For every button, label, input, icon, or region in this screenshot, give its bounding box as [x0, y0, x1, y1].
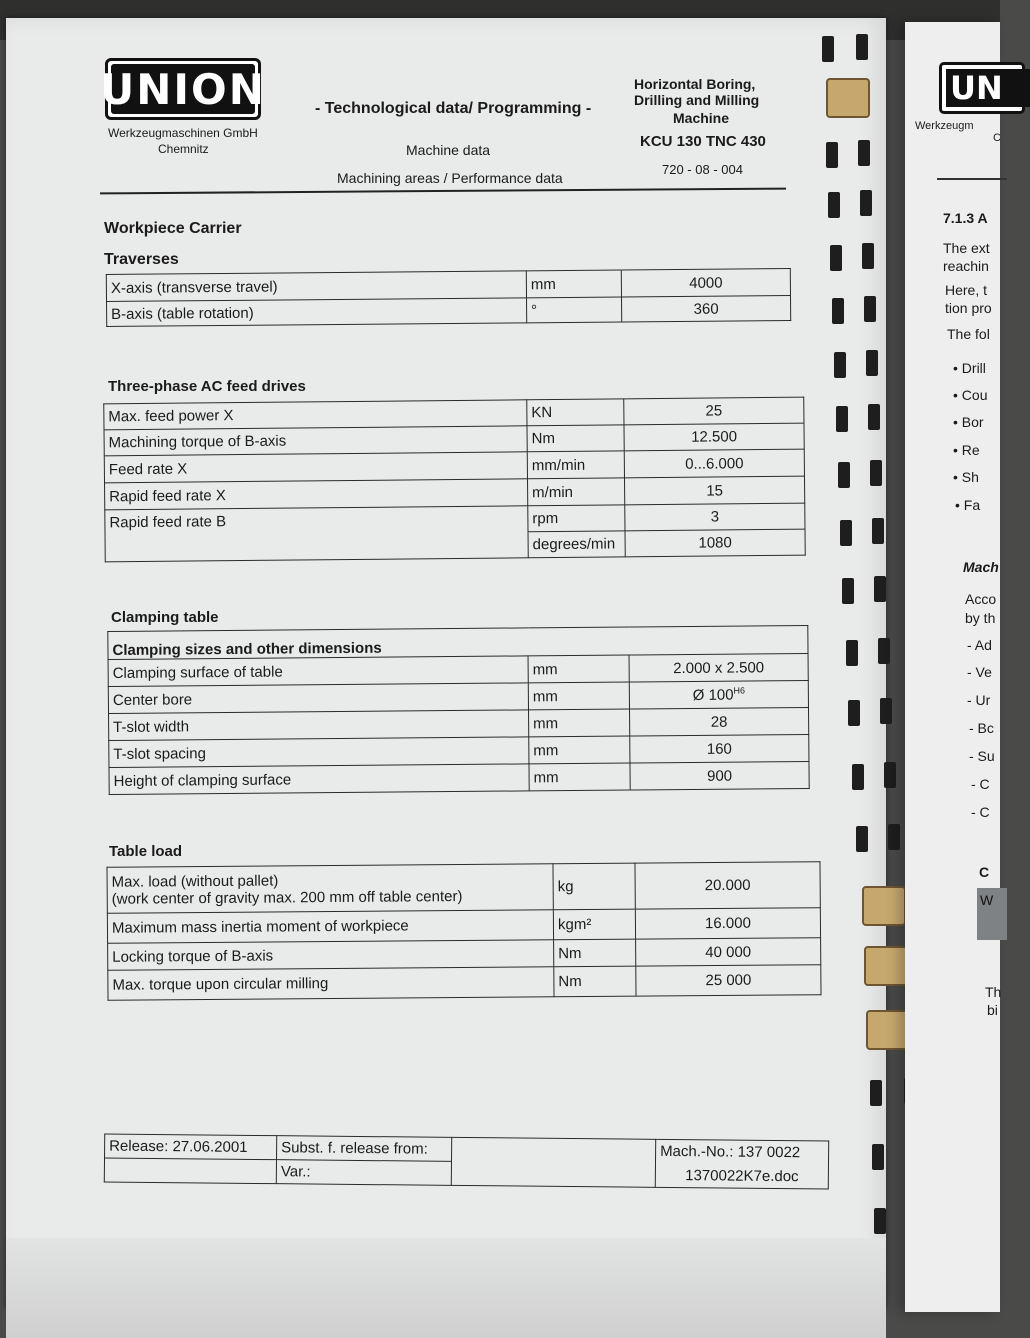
binding-ring: [858, 140, 870, 166]
next-page-line: • Fa: [955, 497, 981, 513]
binding-ring: [830, 245, 842, 271]
row-label: Height of clamping surface: [109, 764, 529, 795]
row-unit: KN: [527, 399, 624, 426]
subst-release: Subst. f. release from:: [277, 1136, 452, 1162]
row-label: Machining torque of B-axis: [104, 426, 527, 456]
row-label: [107, 864, 553, 914]
row-value: 4000: [621, 269, 790, 297]
binding-ring: [862, 243, 874, 269]
machine-type-line1: Horizontal Boring,: [634, 76, 756, 92]
row-value: 0...6.000: [624, 449, 804, 478]
binding-ring: [868, 404, 880, 430]
next-page-line: tion pro: [945, 300, 992, 316]
binding-ring: [852, 764, 864, 790]
row-unit: Nm: [527, 425, 624, 452]
binding-clip: [862, 886, 906, 926]
binding-ring: [836, 406, 848, 432]
binding-ring: [866, 350, 878, 376]
page-stack-edge: [6, 1238, 886, 1338]
binding-ring: [870, 1080, 882, 1106]
row-label-line1: Max. load (without pallet): [111, 871, 279, 891]
row-unit: °: [527, 297, 622, 323]
variant: Var.:: [276, 1160, 451, 1186]
binding-ring: [828, 192, 840, 218]
row-label: Max. feed power X: [104, 400, 527, 430]
row-unit: Nm: [554, 966, 636, 997]
next-page-line: - C: [971, 776, 990, 792]
binding-clip: [826, 78, 870, 118]
row-unit: rpm: [528, 505, 625, 532]
release-date: Release: 27.06.2001: [105, 1134, 277, 1160]
binding-ring: [874, 1208, 886, 1234]
center-bore-value: Ø 100: [692, 686, 734, 704]
binding-ring: [842, 578, 854, 604]
row-value: 25: [624, 397, 804, 425]
next-page: [905, 22, 1003, 1312]
row-value: 360: [622, 296, 791, 322]
machine-number: Mach.-No.: 137 0022: [655, 1139, 828, 1165]
footer-blank-cell: [104, 1158, 276, 1184]
binding-ring: [838, 462, 850, 488]
next-page-line: Acco: [965, 591, 997, 607]
machine-type-line3: Machine: [673, 110, 730, 126]
binding-ring: [864, 296, 876, 322]
row-label: X-axis (transverse travel): [106, 271, 526, 302]
next-page-line: reachin: [943, 258, 989, 274]
file-name: 1370022K7e.doc: [655, 1163, 828, 1189]
next-page-company: Werkzeugm: [915, 120, 974, 132]
binding-ring: [856, 826, 868, 852]
binding-ring: [870, 460, 882, 486]
row-label: Center bore: [108, 683, 528, 714]
workpiece-carrier-heading: Workpiece Carrier: [104, 220, 242, 237]
table-row: [109, 761, 809, 794]
row-value: 2.000 x 2.500: [629, 653, 808, 682]
row-label: Locking torque of B-axis: [108, 940, 554, 971]
row-label: Maximum mass inertia moment of workpiece: [107, 910, 553, 944]
row-label: Clamping surface of table: [108, 656, 528, 687]
row-unit: kg: [553, 863, 635, 910]
feed-drives-heading: Three-phase AC feed drives: [108, 378, 306, 395]
doc-title: - Technological data/ Programming -: [315, 100, 592, 117]
clamping-subheading: Clamping sizes and other dimensions: [108, 625, 808, 659]
binding-ring: [832, 298, 844, 324]
next-page-line: The ext: [943, 240, 990, 256]
row-label: B-axis (table rotation): [107, 298, 527, 327]
footer-table: [104, 1134, 829, 1190]
row-unit: mm: [528, 655, 629, 683]
row-value: 3: [625, 503, 805, 531]
binding-ring: [834, 352, 846, 378]
binding-clip: [866, 1010, 910, 1050]
row-unit: degrees/min: [528, 531, 625, 558]
row-unit: mm: [529, 709, 630, 737]
row-value: 160: [630, 734, 809, 763]
subsection-label: Machining areas / Performance data: [337, 170, 563, 186]
row-unit: mm/min: [527, 451, 624, 479]
next-page-line: Mach: [963, 559, 999, 575]
row-unit: m/min: [527, 478, 624, 506]
next-page-line: Here, t: [945, 282, 988, 298]
row-label: Rapid feed rate B: [105, 506, 528, 536]
row-value: 16.000: [635, 908, 820, 939]
binding-ring: [884, 762, 896, 788]
next-page-line: • Bor: [953, 414, 984, 430]
row-label: Feed rate X: [104, 452, 527, 483]
row-label: [105, 532, 528, 562]
binding-ring: [872, 1144, 884, 1170]
row-value: [629, 680, 808, 709]
binding-ring: [848, 700, 860, 726]
next-page-line: • Drill: [953, 360, 986, 376]
table-row: [107, 862, 820, 914]
binding-ring: [846, 640, 858, 666]
binding-clip: [864, 946, 908, 986]
next-page-line: Th: [985, 984, 1002, 1000]
next-page-line: - C: [971, 804, 990, 820]
next-page-logo-text: UN: [946, 69, 1030, 107]
next-page-line: 7.1.3 A: [943, 210, 988, 226]
clamping-table: [107, 625, 809, 795]
row-value: 1080: [625, 529, 805, 557]
row-label: Rapid feed rate X: [105, 479, 528, 510]
traverses-heading: Traverses: [104, 251, 179, 268]
next-page-line: C: [979, 864, 990, 880]
binding-ring: [880, 698, 892, 724]
next-page-rule: [937, 178, 1007, 180]
row-value: 12.500: [624, 423, 804, 451]
next-page-company-city: C: [993, 132, 1001, 144]
next-page-line: • Sh: [953, 469, 979, 485]
binding-ring: [872, 518, 884, 544]
binding-ring: [822, 36, 834, 62]
row-unit: mm: [529, 736, 630, 764]
row-value: 25 000: [636, 965, 821, 996]
company-city: Chemnitz: [158, 142, 209, 156]
traverses-table: [106, 268, 791, 327]
next-page-line: W: [980, 892, 994, 908]
union-logo: UNION: [105, 58, 261, 120]
next-page-line: • Re: [953, 442, 980, 458]
footer-blank-cell: [451, 1137, 655, 1187]
binding-ring: [826, 142, 838, 168]
row-unit: mm: [529, 763, 630, 791]
binding-ring: [840, 520, 852, 546]
doc-number: 720 - 08 - 004: [662, 162, 743, 177]
table-row: [107, 296, 791, 327]
next-page-line: by th: [965, 610, 996, 626]
next-page-line: • Cou: [953, 387, 988, 403]
row-value: 28: [629, 707, 808, 736]
machine-model: KCU 130 TNC 430: [640, 133, 766, 150]
row-value: 15: [624, 476, 804, 505]
row-label-line2: (work center of gravity max. 200 mm off table center): [111, 887, 463, 908]
row-label: Max. torque upon circular milling: [108, 967, 554, 1001]
next-page-line: - Bc: [969, 720, 994, 736]
binding-ring: [856, 34, 868, 60]
section-label: Machine data: [406, 142, 491, 158]
table-load-heading: Table load: [109, 843, 183, 860]
feed-drives-table: [103, 397, 805, 563]
next-page-line: - Su: [969, 748, 995, 764]
binding-ring: [878, 638, 890, 664]
company-name: Werkzeugmaschinen GmbH: [108, 126, 258, 140]
table-row: [108, 965, 821, 1001]
table-load-table: [106, 861, 821, 1001]
row-value: 900: [630, 761, 809, 790]
row-unit: Nm: [554, 939, 636, 967]
binding-ring: [874, 576, 886, 602]
row-label: T-slot spacing: [109, 737, 529, 768]
row-value: 20.000: [635, 862, 820, 909]
tolerance-class: H6: [733, 685, 746, 696]
clamping-table-heading: Clamping table: [111, 609, 219, 626]
next-page-line: - Ad: [967, 637, 992, 653]
binding-ring: [860, 190, 872, 216]
row-unit: mm: [528, 682, 629, 710]
row-unit: kgm²: [553, 909, 635, 940]
next-page-line: - Ur: [967, 692, 991, 708]
machine-type-line2: Drilling and Milling: [634, 92, 760, 108]
next-page-table-shade: [977, 888, 1007, 940]
row-value: 40 000: [636, 938, 821, 966]
next-page-line: The fol: [947, 326, 990, 342]
row-unit: mm: [526, 270, 621, 298]
binding-ring: [888, 824, 900, 850]
next-page-line: bi: [987, 1002, 998, 1018]
next-page-logo: [939, 62, 1025, 114]
row-label: T-slot width: [109, 710, 529, 741]
next-page-line: - Ve: [967, 664, 992, 680]
